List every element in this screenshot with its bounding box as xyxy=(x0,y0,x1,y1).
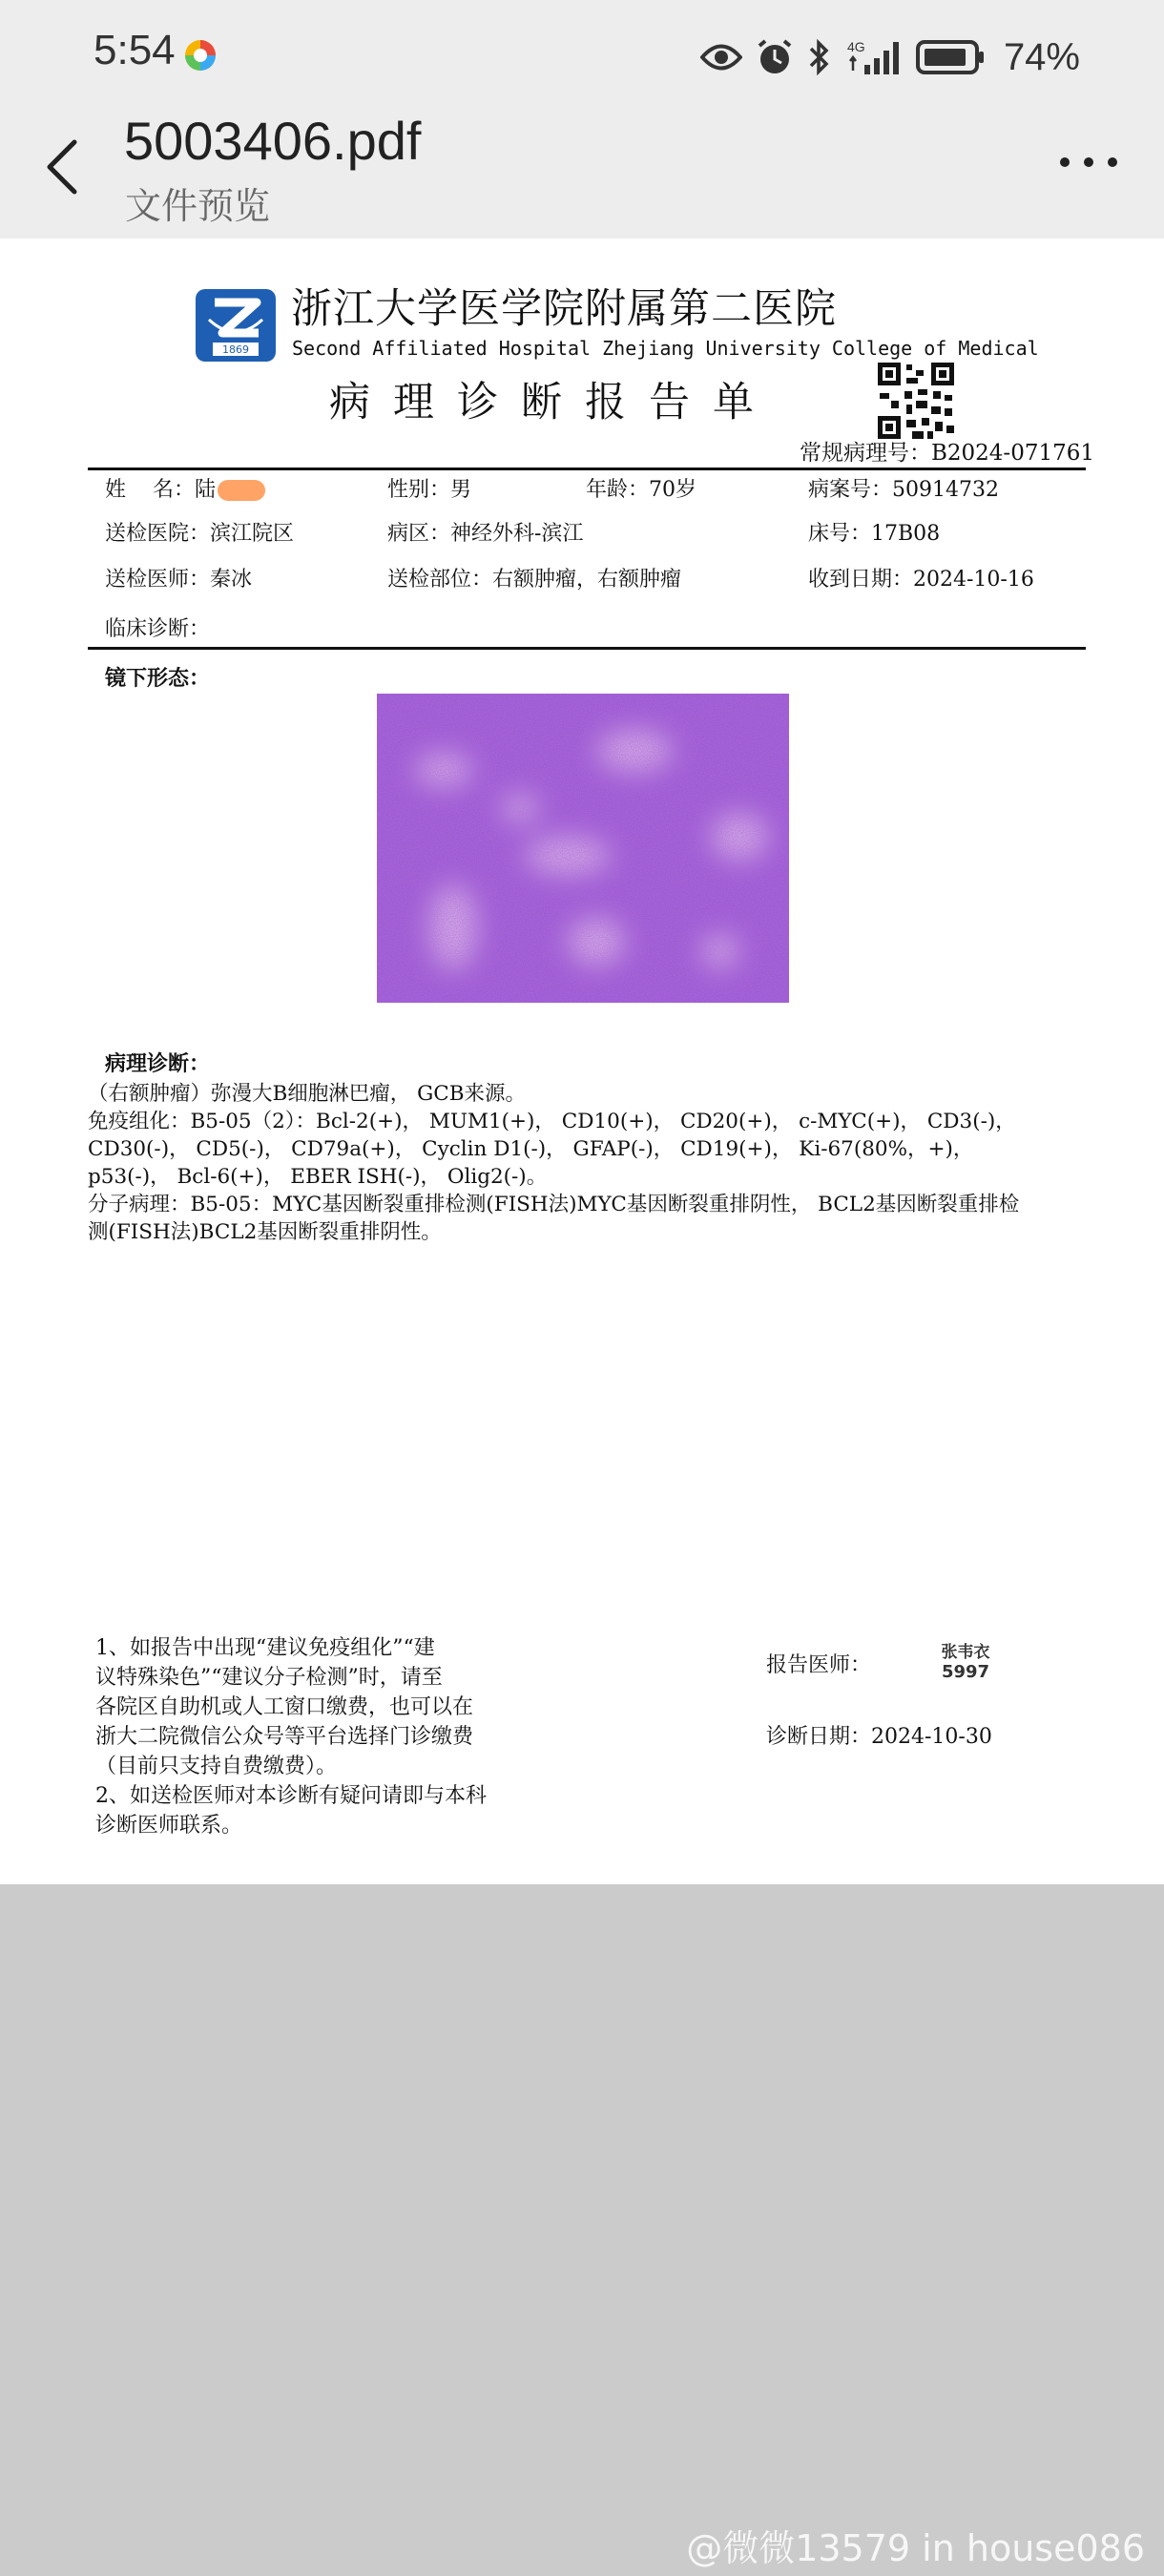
diagnosis-line: CD30(-)， CD5(-)， CD79a(+)， Cyclin D1(-)， GFAP(-)， CD19(+)， Ki-67(80%，+)， xyxy=(88,1137,974,1161)
patient-name-row xyxy=(105,473,265,503)
hospital-name: 浙江大学医学院附属第二医院 xyxy=(291,285,837,333)
divider xyxy=(88,467,1086,470)
sending-hospital: 送检医院：滨江院区 xyxy=(105,522,295,546)
status-bar xyxy=(0,0,1164,110)
microscopy-image xyxy=(377,694,789,1003)
diagnosis-line: p53(-)， Bcl-6(+)， EBER ISH(-)， Olig2(-)。 xyxy=(88,1165,548,1189)
file-name: 5003406.pdf xyxy=(124,111,422,171)
svg-text:1869: 1869 xyxy=(222,343,249,356)
microscopy-label: 镜下形态： xyxy=(105,666,211,691)
more-options-icon[interactable] xyxy=(1055,148,1122,177)
diagnosis-text xyxy=(88,1080,1090,1246)
diagnosis-line: 分子病理：B5-05：MYC基因断裂重排检测(FISH法)MYC基因断裂重排阴性， BCL2基因断裂重排检 xyxy=(88,1193,1020,1216)
battery-icon xyxy=(916,39,985,75)
specimen-site: 送检部位：右额肿瘤，右额肿瘤 xyxy=(387,568,682,592)
note-line: 议特殊染色”“建议分子检测”时，请至 xyxy=(95,1666,443,1690)
note-line: （目前只支持自费缴费）。 xyxy=(95,1755,338,1778)
diagnosis-line: 测(FISH法)BCL2基因断裂重排阴性。 xyxy=(88,1220,442,1244)
note-line: 各院区自助机或人工窗口缴费，也可以在 xyxy=(95,1695,474,1719)
pathology-number: 常规病理号：B2024-071761 xyxy=(800,441,1095,466)
case-number: 病案号：50914732 xyxy=(808,478,999,502)
note-line: 诊断医师联系。 xyxy=(95,1814,243,1838)
age: 年龄：70岁 xyxy=(586,478,696,502)
divider xyxy=(88,647,1086,650)
notes xyxy=(95,1633,544,1840)
bluetooth-icon xyxy=(807,38,832,76)
svg-text:4G: 4G xyxy=(846,39,865,54)
status-time: 5:54 xyxy=(94,27,176,73)
title-bar xyxy=(0,110,1164,239)
doctor-signature xyxy=(937,1641,994,1683)
diagnosis-line: 免疫组化：B5-05（2）：Bcl-2(+)， MUM1(+)， CD10(+)， CD20(+)， c-MYC(+)， CD3(-)， xyxy=(88,1110,1016,1133)
note-line: 2、如送检医师对本诊断有疑问请即与本科 xyxy=(95,1784,487,1808)
watermark: @微微13579 in house086 xyxy=(686,2527,1145,2569)
alarm-icon xyxy=(756,38,794,76)
note-line: 浙大二院微信公众号等平台选择门诊缴费 xyxy=(95,1725,474,1749)
note-line: 1、如报告中出现“建议免疫组化”“建 xyxy=(95,1636,435,1660)
bed-number: 床号：17B08 xyxy=(808,522,941,546)
status-icons xyxy=(700,29,1080,86)
svg-text:5997: 5997 xyxy=(941,1662,990,1682)
sending-doctor: 送检医师：秦冰 xyxy=(105,568,253,592)
redaction-blur xyxy=(218,480,265,501)
report-doctor-label: 报告医师： xyxy=(766,1653,872,1677)
diagnosis-date: 诊断日期：2024-10-30 xyxy=(766,1725,992,1749)
qr-code xyxy=(878,363,954,439)
file-preview-label: 文件预览 xyxy=(125,185,271,227)
eye-icon xyxy=(700,43,742,72)
back-arrow-icon[interactable] xyxy=(38,136,86,197)
diagnosis-label: 病理诊断： xyxy=(105,1051,211,1076)
svg-text:张韦衣: 张韦衣 xyxy=(941,1643,990,1662)
diagnosis-line: （右额肿瘤）弥漫大B细胞淋巴瘤， GCB来源。 xyxy=(88,1082,527,1106)
app-notification-icon xyxy=(183,38,218,73)
name-label: 姓 名： xyxy=(105,478,195,502)
signal-icon xyxy=(845,38,903,76)
received-date: 收到日期：2024-10-16 xyxy=(808,568,1034,592)
hospital-name-en: Second Affiliated Hospital Zhejiang University College of Medical xyxy=(292,337,1039,360)
report-title: 病理诊断报告单 xyxy=(329,379,777,426)
gender: 性别：男 xyxy=(387,478,472,502)
hospital-logo xyxy=(196,285,276,362)
ward: 病区：神经外科-滨江 xyxy=(387,522,584,546)
pdf-page[interactable] xyxy=(0,239,1164,1884)
patient-name: 陆 xyxy=(194,478,216,502)
clinical-diagnosis: 临床诊断： xyxy=(105,617,211,641)
battery-percent: 74% xyxy=(1003,35,1080,78)
